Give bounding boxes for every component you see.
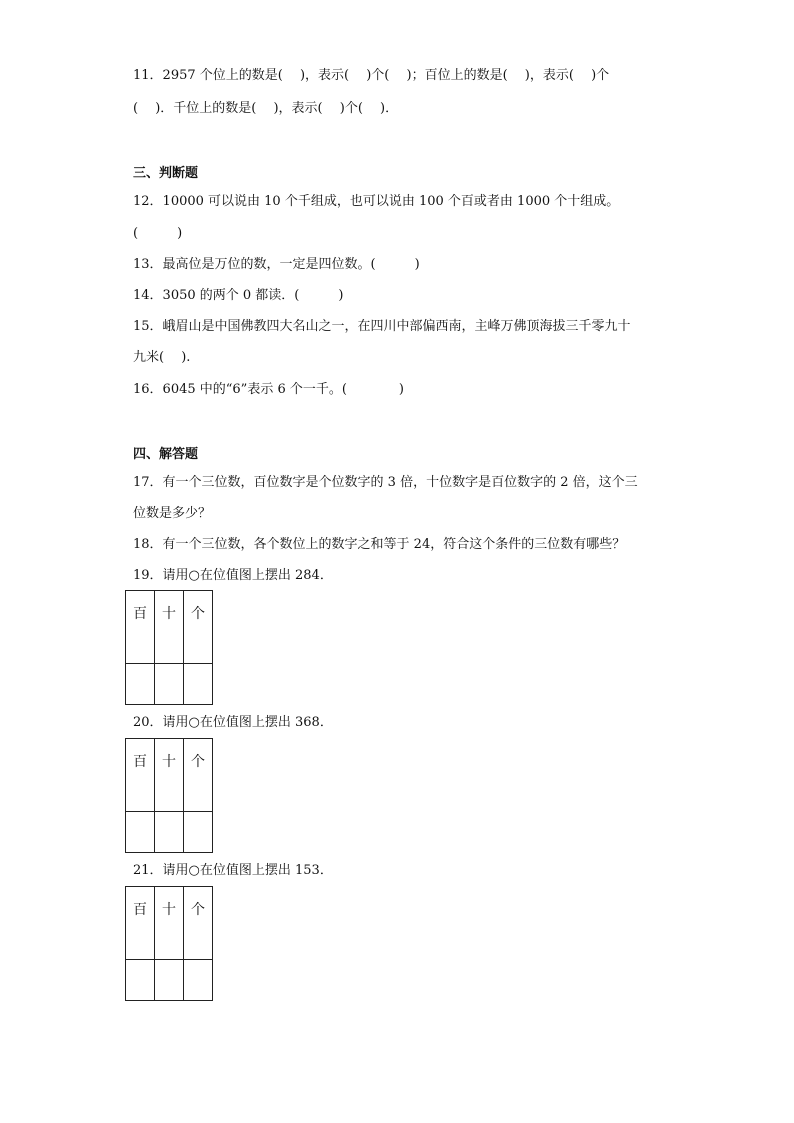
q17-line1: 17．有一个三位数，百位数字是个位数字的 3 倍，十位数字是百位数字的 2 倍，这个三: [133, 475, 638, 490]
hundreds-cell[interactable]: [126, 812, 155, 853]
ones-column-header: 个: [184, 591, 213, 664]
place-value-chart-20: [125, 738, 213, 853]
ones-cell[interactable]: [184, 664, 213, 705]
q12-answer-blank: ( ): [133, 226, 183, 241]
hundreds-column-header: 百: [126, 887, 155, 960]
place-value-chart-19: [125, 590, 213, 705]
q15-line2: 九米( ).: [133, 350, 191, 365]
question-18: 18．有一个三位数，各个数位上的数字之和等于 24，符合这个条件的三位数有哪些？: [133, 537, 626, 552]
tens-column-header: 十: [155, 887, 184, 960]
question-19: 19．请用○在位值图上摆出 284．: [133, 568, 333, 583]
ones-column-header: 个: [184, 887, 213, 960]
hundreds-cell[interactable]: [126, 960, 155, 1001]
ones-column-header: 个: [184, 739, 213, 812]
place-value-chart-21: [125, 886, 213, 1001]
hundreds-column-header: 百: [126, 591, 155, 664]
tens-cell[interactable]: [155, 960, 184, 1001]
q17-line2: 位数是多少？: [133, 506, 212, 521]
section-4-heading: 四、解答题: [133, 447, 199, 462]
q11-line1: 11．2957 个位上的数是( )，表示( )个( )；百位上的数是( )，表示( )个: [133, 68, 610, 83]
question-21: 21．请用○在位值图上摆出 153．: [133, 863, 333, 878]
hundreds-column-header: 百: [126, 739, 155, 812]
ones-cell[interactable]: [184, 960, 213, 1001]
question-13: 13．最高位是万位的数，一定是四位数。( ): [133, 257, 420, 272]
q15-line1: 15．峨眉山是中国佛教四大名山之一，在四川中部偏西南，主峰万佛顶海拔三千零九十: [133, 319, 631, 334]
tens-cell[interactable]: [155, 664, 184, 705]
ones-cell[interactable]: [184, 812, 213, 853]
question-14: 14．3050 的两个 0 都读．( ): [133, 288, 344, 303]
question-16: 16．6045 中的“6”表示 6 个一千。( ): [133, 382, 405, 397]
section-3-heading: 三、判断题: [133, 166, 199, 181]
tens-cell[interactable]: [155, 812, 184, 853]
q12-line1: 12．10000 可以说由 10 个千组成，也可以说由 100 个百或者由 1000 个十组成。: [133, 194, 620, 209]
question-20: 20．请用○在位值图上摆出 368．: [133, 715, 333, 730]
q11-line2: ( )．千位上的数是( )，表示( )个( )．: [133, 101, 399, 116]
tens-column-header: 十: [155, 739, 184, 812]
hundreds-cell[interactable]: [126, 664, 155, 705]
tens-column-header: 十: [155, 591, 184, 664]
